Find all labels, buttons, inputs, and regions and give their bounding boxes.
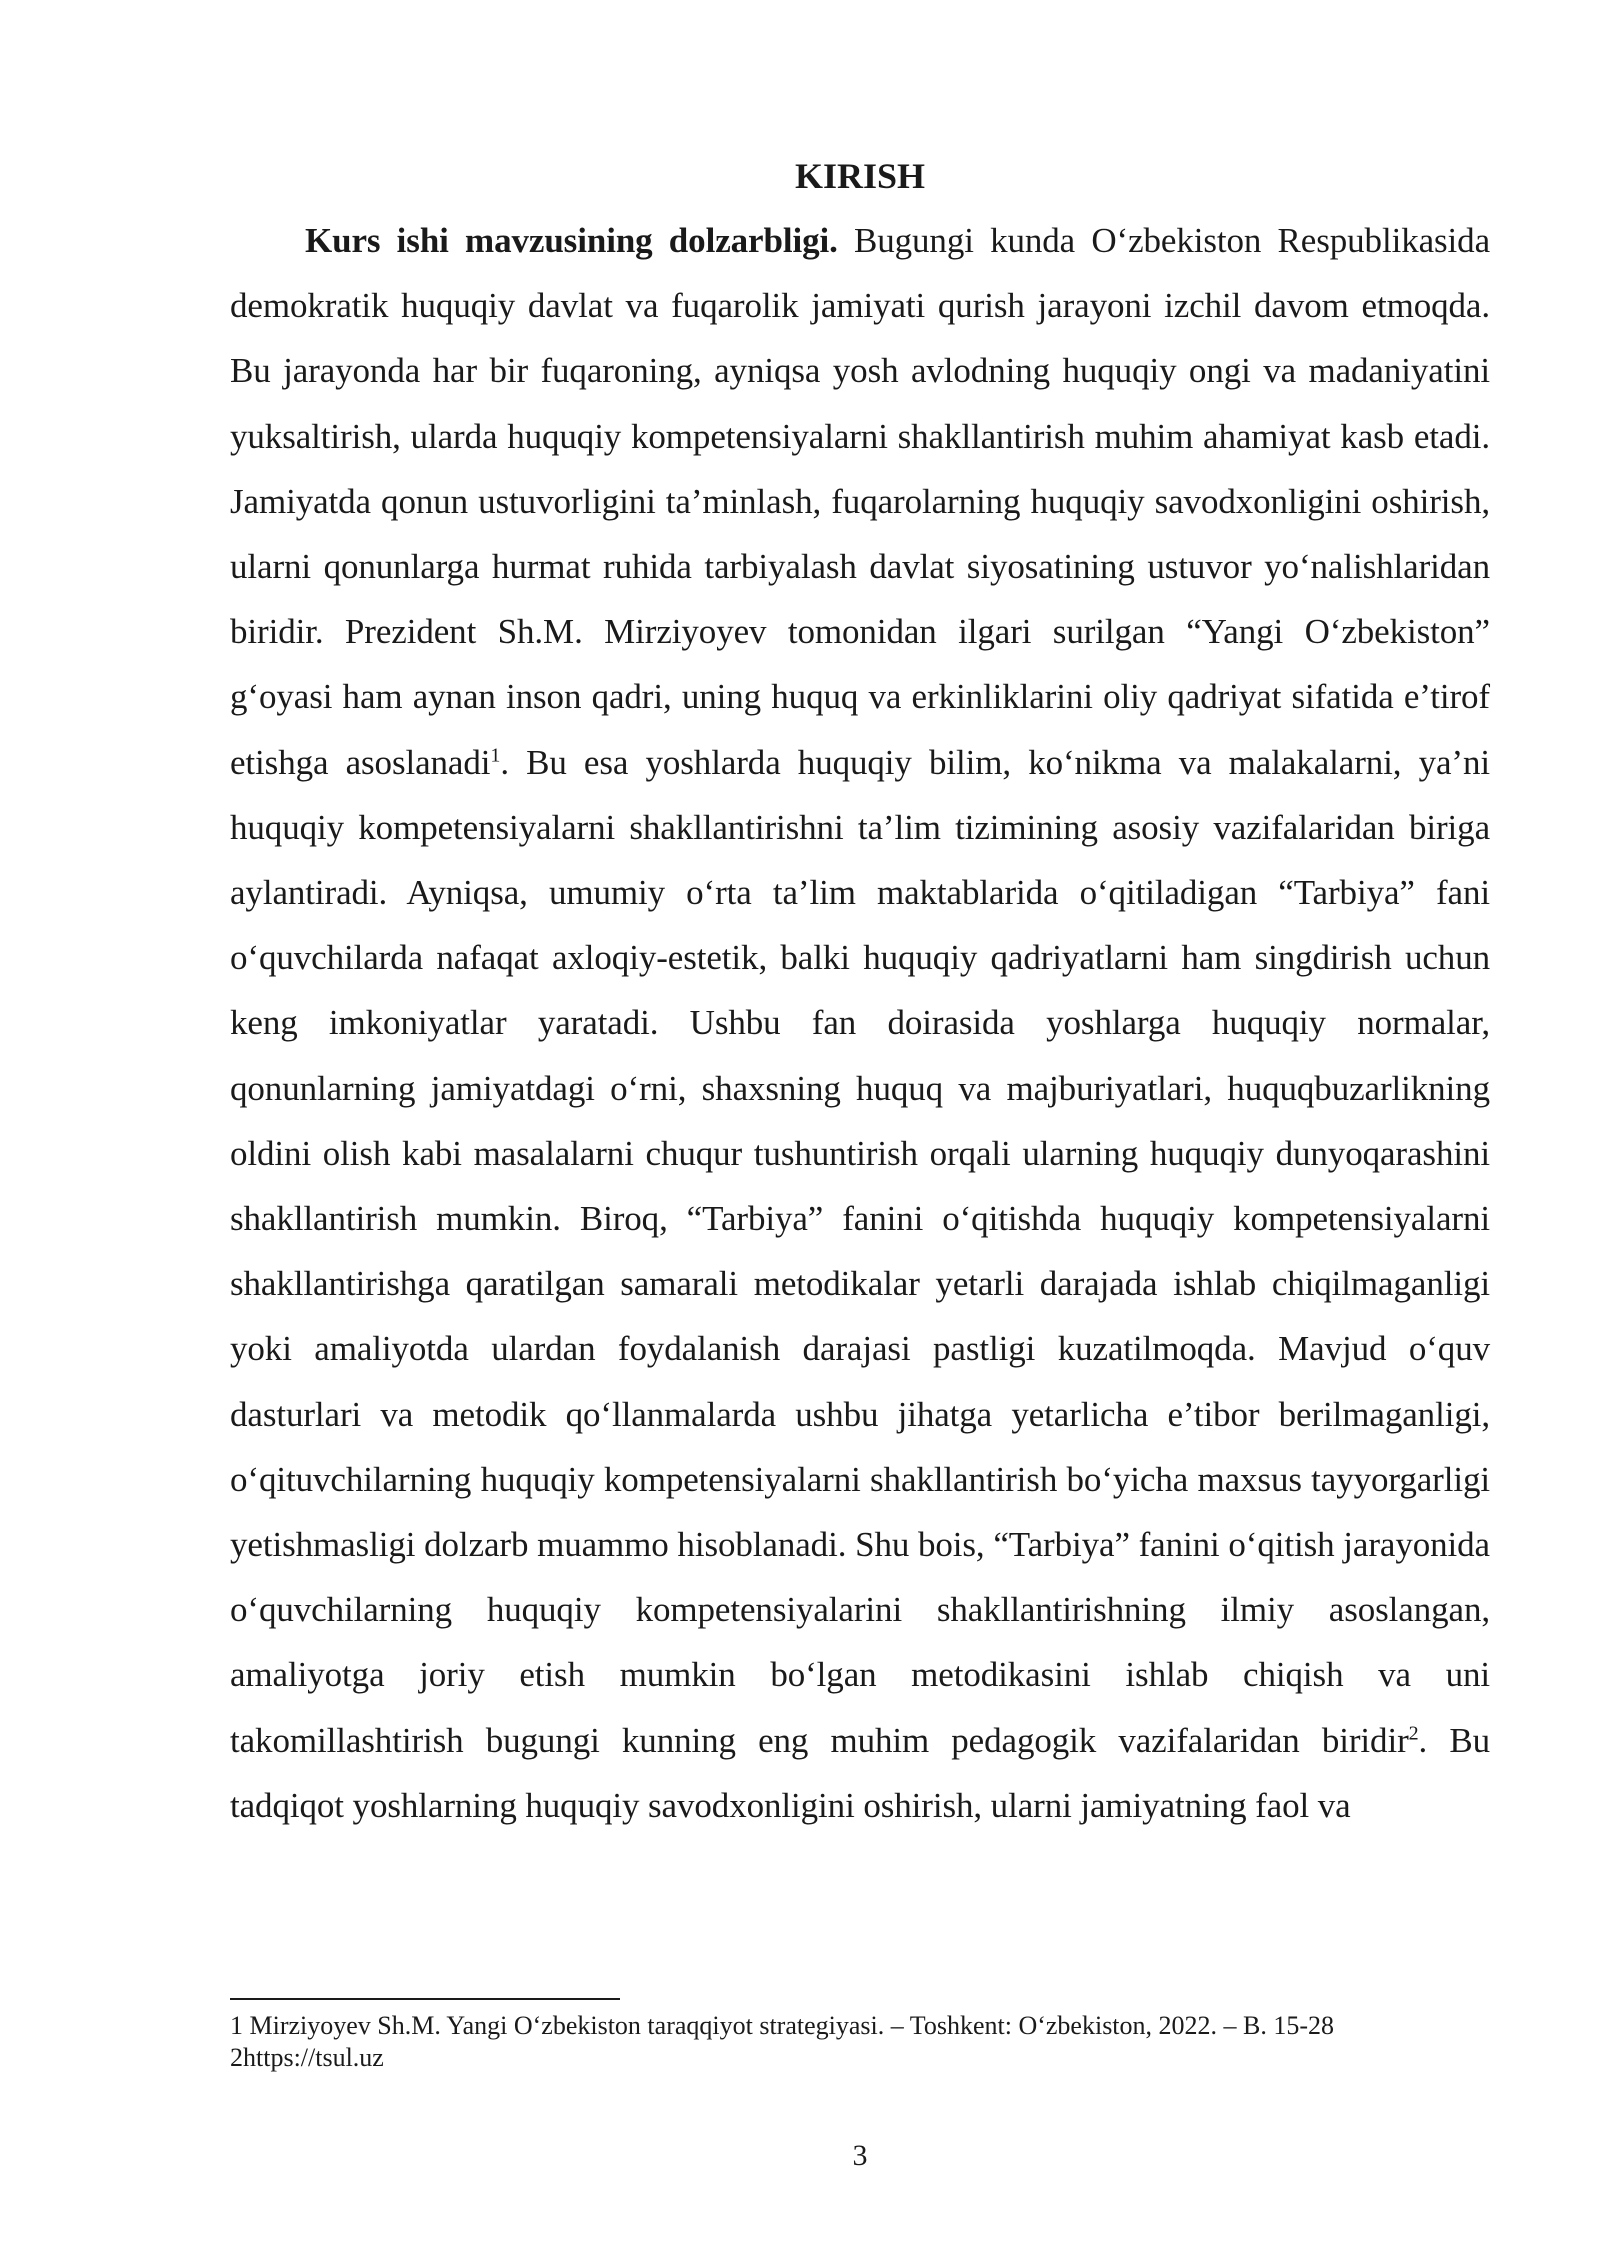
paragraph-text-part-3: . Bu tadqiqot yoshlarning huquqiy savodxonligini oshirish, ularni jamiyatning faol va <box>230 1720 1490 1825</box>
introduction-paragraph <box>230 208 1490 1838</box>
footnote-ref-2: 2 <box>1408 1722 1419 1745</box>
paragraph-text-part-1: Bugungi kunda O‘zbekiston Respublikasida demokratik huquqiy davlat va fuqarolik jamiyati qurish jarayoni izchil davom etmoqda. Bu jarayonda har bir fuqaroning, ayniqsa yosh avlodning huquqiy ongi va madaniyatini yuksaltirish, ularda huquqiy kompetensiyalarni shakllantirish muhim ahamiyat kasb etadi. Jamiyatda qonun ustuvorligini ta’minlash, fuqarolarning huquqiy savodxonligini oshirish, ularni qonunlarga hurmat ruhida tarbiyalash davlat siyosatining ustuvor yo‘nalishlaridan biridir. Prezident Sh.M. Mirziyoyev tomonidan ilgari surilgan “Yangi O‘zbekiston” g‘oyasi ham aynan inson qadri, uning huquq va erkinliklarini oliy qadriyat sifatida e’tirof etishga asoslanadi <box>230 221 1491 782</box>
footnote-2: 2https://tsul.uz <box>230 2043 384 2072</box>
footnote-1: 1 Mirziyoyev Sh.M. Yangi O‘zbekiston taraqqiyot strategiyasi. – Toshkent: O‘zbekiston, 2022. – B. 15-28 <box>230 2011 1335 2040</box>
footnote-ref-1: 1 <box>490 743 501 766</box>
section-heading: KIRISH <box>794 156 926 196</box>
paragraph-lead: Kurs ishi mavzusining dolzarbligi. <box>305 221 838 260</box>
paragraph-text-part-2: . Bu esa yoshlarda huquqiy bilim, ko‘nikma va malakalarni, ya’ni huquqiy kompetensiyalarni shakllantirishni ta’lim tizimining asosiy vazifalaridan biriga aylantiradi. Ayniqsa, umumiy o‘rta ta’lim maktablarida o‘qitiladigan “Tarbiya” fani o‘quvchilarda nafaqat axloqiy-estetik, balki huquqiy qadriyatlarni ham singdirish uchun keng imkoniyatlar yaratadi. Ushbu fan doirasida yoshlarga huquqiy normalar, qonunlarning jamiyatdagi o‘rni, shaxsning huquq va majburiyatlari, huquqbuzarlikning oldini olish kabi masalalarni chuqur tushuntirish orqali ularning huquqiy dunyoqarashini shakllantirish mumkin. Biroq, “Tarbiya” fanini o‘qitishda huquqiy kompetensiyalarni shakllantirishga qaratilgan samarali metodikalar yetarli darajada ishlab chiqilmaganligi yoki amaliyotda ulardan foydalanish darajasi pastligi kuzatilmoqda. Mavjud o‘quv dasturlari va metodik qo‘llanmalarda ushbu jihatga yetarlicha e’tibor berilmaganligi, o‘qituvchilarning huquqiy kompetensiyalarni shakllantirish bo‘yicha maxsus tayyorgarligi yetishmasligi dolzarb muammo hisoblanadi. Shu bois, “Tarbiya” fanini o‘qitish jarayonida o‘quvchilarning huquqiy kompetensiyalarini shakllantirishning ilmiy asoslangan, amaliyotga joriy etish mumkin bo‘lgan metodikasini ishlab chiqish va uni takomillashtirish bugungi kunning eng muhim pedagogik vazifalaridan biridir <box>230 742 1490 1760</box>
page-number: 3 <box>852 2139 868 2172</box>
footnote-separator <box>230 1998 620 2000</box>
footnotes <box>230 2010 1490 2074</box>
